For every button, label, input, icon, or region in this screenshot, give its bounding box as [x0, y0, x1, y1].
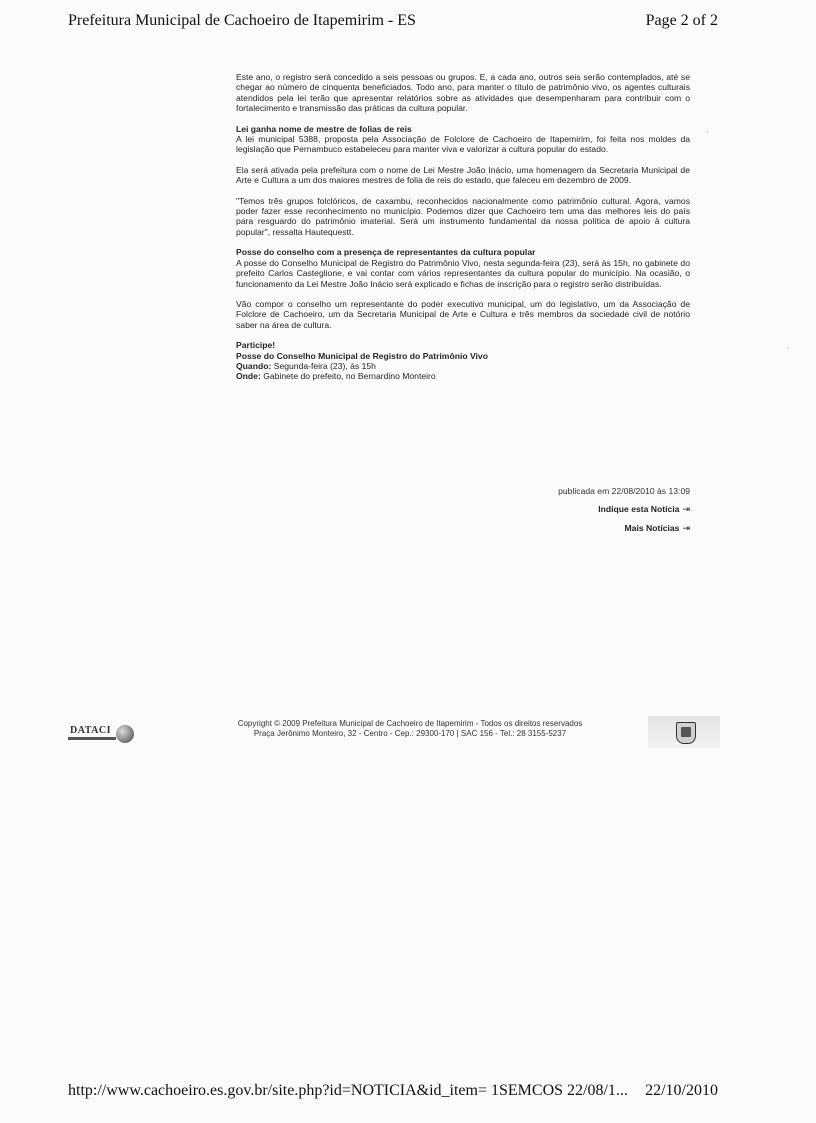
print-footer — [68, 1082, 718, 1100]
published-date: publicada em 22/08/2010 às 13:09 — [558, 486, 690, 496]
mais-noticias-link[interactable] — [236, 523, 690, 534]
mais-noticias-label[interactable]: Mais Notícias — [624, 523, 680, 533]
event-title: Posse do Conselho Municipal de Registro do Patrimônio Vivo — [236, 350, 488, 361]
scan-speck: · — [786, 343, 790, 354]
address-text: Praça Jerônimo Monteiro, 32 - Centro - Cep.: 29300-170 | SAC 156 - Tel.: 28 3155-5237 — [253, 729, 567, 738]
indique-noticia-label[interactable]: Indique esta Notícia — [598, 504, 680, 514]
dataci-logo[interactable] — [66, 719, 138, 747]
globe-icon — [116, 725, 134, 743]
article-section — [236, 124, 690, 155]
section-heading: Posse do conselho com a presença de representantes da cultura popular — [236, 247, 536, 258]
logo-bar — [68, 737, 116, 740]
print-date: 22/10/2010 — [645, 1082, 718, 1099]
copyright-text: Copyright © 2009 Prefeitura Municipal de Cachoeiro de Itapemirim - Todos os direitos reservados — [237, 719, 583, 728]
event-when-label: Quando: — [236, 360, 272, 371]
external-link-icon[interactable]: ⇥ — [682, 504, 690, 514]
dataci-logo-text: DATACI — [70, 725, 111, 736]
article-section — [236, 247, 690, 289]
event-when — [236, 361, 690, 371]
article-body — [236, 72, 690, 382]
print-header — [68, 12, 718, 30]
section-heading: Lei ganha nome de mestre de folias de reis — [236, 123, 412, 134]
event-where — [236, 371, 690, 381]
event-callout: Participe! — [236, 340, 276, 351]
external-link-icon[interactable]: ⇥ — [682, 523, 690, 533]
article-paragraph: Ela será ativada pela prefeitura com o nome de Lei Mestre João Inácio, uma homenagem da Secretaria Municipal de Arte e Cultura a um dos maiores mestres de folia de reis do estado, que faleceu em dezembro de 2009. — [236, 164, 690, 186]
event-box — [236, 340, 690, 382]
event-where-label: Onde: — [236, 371, 261, 382]
article-paragraph: Este ano, o registro será concedido a seis pessoas ou grupos. E, a cada ano, outros seis serão contemplados, até se chegar ao número de cinquenta beneficiados. Todo ano, para manter o título de patrimônio vivo, os agentes culturais atendidos pela lei terão que apresentar relatórios sobre as atividades que desempenharam para contribuir com o fortalecimento e transmissão das práticas da cultura popular. — [236, 72, 690, 114]
article-paragraph: A posse do Conselho Municipal de Registro do Patrimônio Vivo, nesta segunda-feira (23), será às 15h, no gabinete do prefeito Carlos Casteglione, e vai contar com vários representantes da cultura popular do município. Na ocasião, o funcionamento da Lei Mestre João Inácio será explicado e fichas de inscrição para o registro serão distribuídas. — [236, 257, 690, 289]
scan-speck: · — [706, 126, 710, 137]
indique-noticia-link[interactable] — [236, 504, 690, 515]
print-url: http://www.cachoeiro.es.gov.br/site.php?id=NOTICIA&id_item= 1SEMCOS 22/08/1... — [68, 1082, 628, 1099]
print-header-title: Prefeitura Municipal de Cachoeiro de Itapemirim - ES — [68, 12, 416, 29]
print-page-number: Page 2 of 2 — [645, 12, 718, 29]
coat-of-arms-icon — [676, 722, 696, 744]
article-paragraph: Vão compor o conselho um representante do poder executivo municipal, um do legislativo, um da Associação de Folclore de Cachoeiro, um da Secretaria Municipal de Arte e Cultura e três membros da sociedade civil de notório saber na área de cultura. — [236, 298, 690, 330]
copyright-block — [160, 719, 660, 739]
event-when-value: Segunda-feira (23), às 15h — [271, 360, 376, 371]
article-paragraph: A lei municipal 5388, proposta pela Associação de Folclore de Cachoeiro de Itapemirim, foi feita nos moldes da legislação que Pernambuco estabeleceu para manter viva e valorizar a cultura popular do estado. — [236, 134, 690, 155]
city-crest-logo[interactable] — [648, 716, 720, 748]
site-footer — [0, 716, 816, 752]
article-paragraph: "Temos três grupos folclóricos, de caxambu, reconhecidos nacionalmente como patrimônio cultural. Agora, vamos poder fazer esse reconhecimento no município. Podemos dizer que Cachoeiro tem uma das melhores leis do país para resguardo do patrimônio imaterial. Será um instrumento fundamental da nossa política de apoio à cultura popular", ressalta Hautequestt. — [236, 195, 690, 237]
event-where-value: Gabinete do prefeito, no Bernardino Monteiro — [260, 371, 436, 382]
